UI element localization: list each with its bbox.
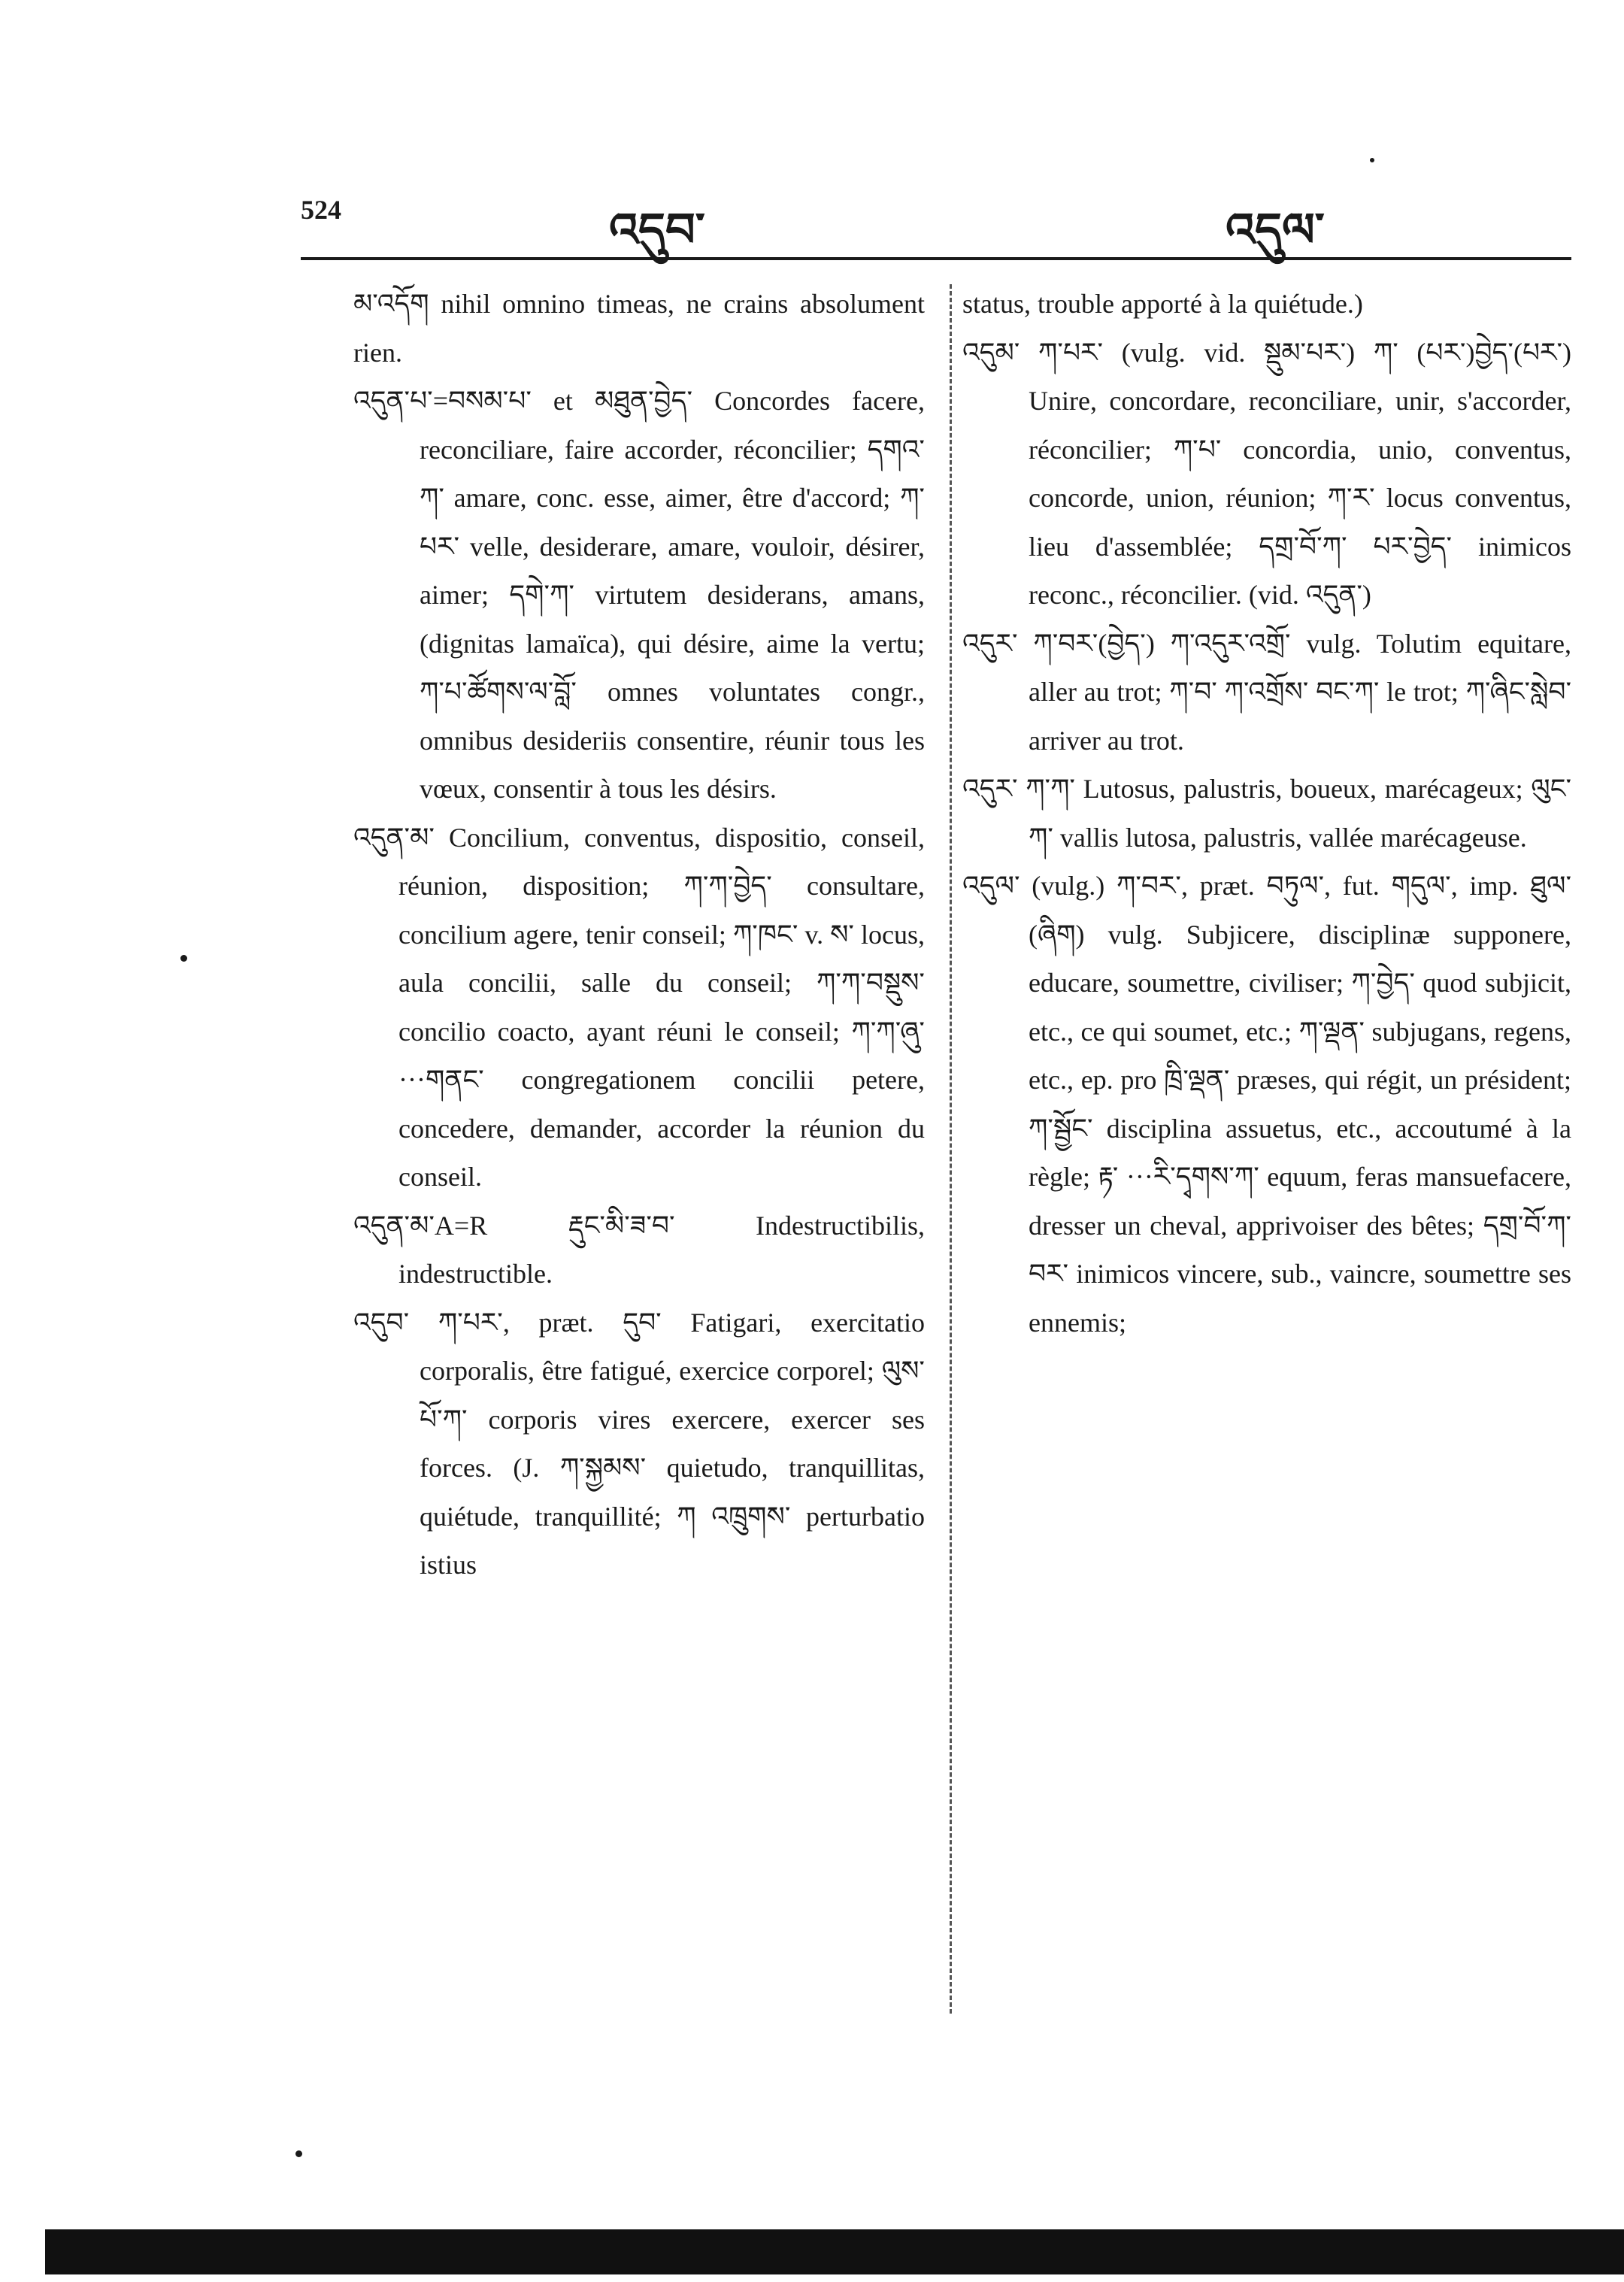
dictionary-entry: འདུན་པ་=བསམ་པ་ et མཐུན་བྱེད་ Concordes facere, reconciliare, faire accorder, réconcilier; དགའ་ཀ་ amare, conc. esse, aimer, être d'accord; ཀ་པར་ velle, desiderare, amare, vouloir, désirer, aimer; དགེ་ཀ་ virtutem desiderans, amans, (dignitas lamaïca), qui désire, aime la vertu; ཀ་པ་ཚོགས་ལ་བློ་ omnes voluntates congr., omnibus desideriis consentire, réunir tous les vœux, consentir à tous les désirs. — [353, 386, 925, 804]
right-column — [962, 280, 1571, 1347]
dictionary-entry: status, trouble apporté à la quiétude.) — [962, 289, 1363, 319]
running-headword-left: འདུབ་ — [609, 202, 705, 257]
dictionary-entry: འདུར་ ཀ་བར་(བྱེད་) ཀ་འདུར་འགྲོ་ vulg. Tolutim equitare, aller au trot; ཀ་བ་ ཀ་འགྲོས་ བང་ཀ་ le trot; ཀ་ཞིང་སླེབ་ arriver au trot. — [962, 628, 1571, 756]
dictionary-entry: འདུབ་ ཀ་པར་, præt. དུབ་ Fatigari, exercitatio corporalis, être fatigué, exercice corporel; ལུས་པོ་ཀ་ corporis vires exercere, exercer ses forces. (J. ཀ་སྐྱམས་ quietudo, tranquillitas, quiétude, tranquillité; ཀ འཁྲུགས་ perturbatio istius — [353, 1307, 925, 1580]
running-headword-right: འདུལ་ — [1226, 202, 1325, 257]
scan-bottom-bar — [45, 2229, 1624, 2274]
column-divider — [950, 284, 952, 2014]
dictionary-entry: འདུན་མ་A=R རྡུང་མི་ཟ་བ་ Indestructibilis, indestructible. — [353, 1210, 925, 1289]
dictionary-entry: འདུན་མ་ Concilium, conventus, dispositio, conseil, réunion, disposition; ཀ་ཀ་བྱེད་ consultare, concilium agere, tenir conseil; ཀ་ཁང་ v. ས་ locus, aula concilii, salle du conseil; ཀ་ཀ་བསྡུས་ concilio coacto, ayant réuni le conseil; ཀ་ཀ་ཞུ་···གནང་ congregationem concilii petere, concedere, demander, accorder la réunion du conseil. — [353, 822, 925, 1192]
dictionary-entry: འདུམ་ ཀ་པར་ (vulg. vid. སྡུམ་པར་) ཀ་ (པར་)བྱེད་(པར་) Unire, concordare, reconciliare, unir, s'accorder, réconcilier; ཀ་པ་ concordia, unio, conventus, concorde, union, réunion; ཀ་ར་ locus conventus, lieu d'assemblée; དགྲ་བོ་ཀ་ པར་བྱེད་ inimicos reconc., réconcilier. (vid. འདུན་) — [962, 337, 1571, 610]
page-number: 524 — [301, 195, 341, 225]
print-speck — [180, 955, 187, 962]
print-speck — [295, 2150, 302, 2157]
dictionary-entry: མ་འདོག nihil omnino timeas, ne crains absolument rien. — [353, 289, 925, 368]
print-speck — [1370, 158, 1374, 162]
left-column — [353, 280, 925, 1590]
header-rule — [301, 257, 1571, 260]
dictionary-entry: འདུར་ ཀ་ཀ་ Lutosus, palustris, boueux, marécageux; ལུང་ཀ་ vallis lutosa, palustris, vallée marécageuse. — [962, 774, 1571, 853]
dictionary-entry: འདུལ་ (vulg.) ཀ་བར་, præt. བཏུལ་, fut. གདུལ་, imp. ཐུལ་(ཞིག) vulg. Subjicere, disciplinæ supponere, educare, soumettre, civiliser; ཀ་བྱེད་ quod subjicit, etc., ce qui soumet, etc.; ཀ་ལྡན་ subjugans, regens, etc., ep. pro ཁྲི་ལྡན་ præses, qui régit, un président; ཀ་སྦྱོང་ disciplina assuetus, etc., accoutumé à la règle; རྟ་ ···རི་དྭགས་ཀ་ equum, feras mansuefacere, dresser un cheval, apprivoiser des bêtes; དགྲ་བོ་ཀ་བར་ inimicos vincere, sub., vaincre, soumettre ses ennemis; — [962, 871, 1571, 1338]
